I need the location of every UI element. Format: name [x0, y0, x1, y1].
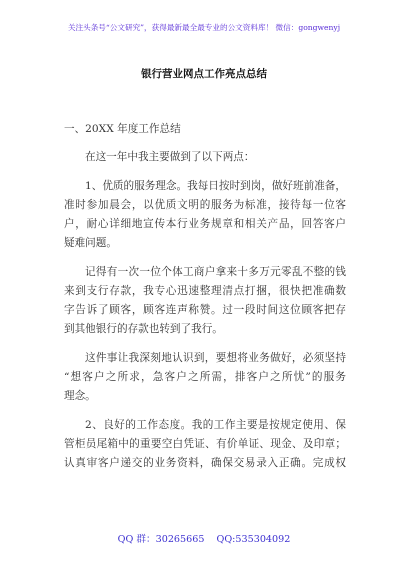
document-title: 银行营业网点工作亮点总结	[141, 68, 267, 80]
paragraph-intro	[64, 148, 346, 167]
paragraph-work-attitude	[64, 416, 346, 473]
paragraph-line: 疑难问题。	[64, 237, 117, 249]
footer-contact	[0, 531, 408, 545]
paragraph-line: 管柜员尾箱中的重要空白凭证、有价单证、现金、及印章；	[64, 438, 346, 450]
paragraph-line: 到其他银行的存款也转到了我行。	[64, 323, 223, 335]
footer-qq-group: QQ 群：30265665	[117, 534, 205, 545]
paragraph-service-philosophy	[64, 177, 346, 253]
paragraph-line: 认真审客户递交的业务资料，确保交易录入正确。完成权	[64, 457, 346, 469]
paragraph-line: 来到支行存款，我专心迅速整理清点打捆，很快把准确数	[64, 285, 346, 297]
paragraph-line: 理念。	[64, 390, 96, 402]
paragraph-line: 户，耐心详细地宣传本行业务规章和相关产品，回答客户	[64, 218, 346, 230]
paragraph-line: 在这一年中我主要做到了以下两点：	[85, 151, 255, 163]
footer-qq: QQ:535304092	[216, 534, 291, 545]
paragraph-line: 1、优质的服务理念。我每日按时到岗，做好班前准备，	[85, 180, 346, 192]
paragraph-line: 这件事让我深刻地认识到，要想将业务做好，必须坚持	[85, 352, 346, 364]
paragraph-line: “想客户之所求，急客户之所需，排客户之所忧”的服务	[64, 371, 346, 383]
paragraph-customer-story	[64, 263, 346, 339]
paragraph-line: 准时参加晨会，以优质文明的服务为标准，接待每一位客	[64, 199, 346, 211]
paragraph-line: 2、良好的工作态度。我的工作主要是按规定使用、保	[85, 419, 346, 431]
paragraph-insight	[64, 349, 346, 406]
paragraph-line: 字告诉了顾客，顾客连声称赞。过一段时间这位顾客把存	[64, 304, 346, 316]
document-body	[64, 120, 346, 483]
header-banner: 关注头条号“公文研究”，获得最新最全最专业的公文资料库！ 微信：gongwenyj	[67, 23, 341, 32]
paragraph-line: 记得有一次一位个体工商户拿来十多万元零乱不整的钱	[85, 266, 346, 278]
section-heading: 一、20XX 年度工作总结	[64, 123, 181, 135]
